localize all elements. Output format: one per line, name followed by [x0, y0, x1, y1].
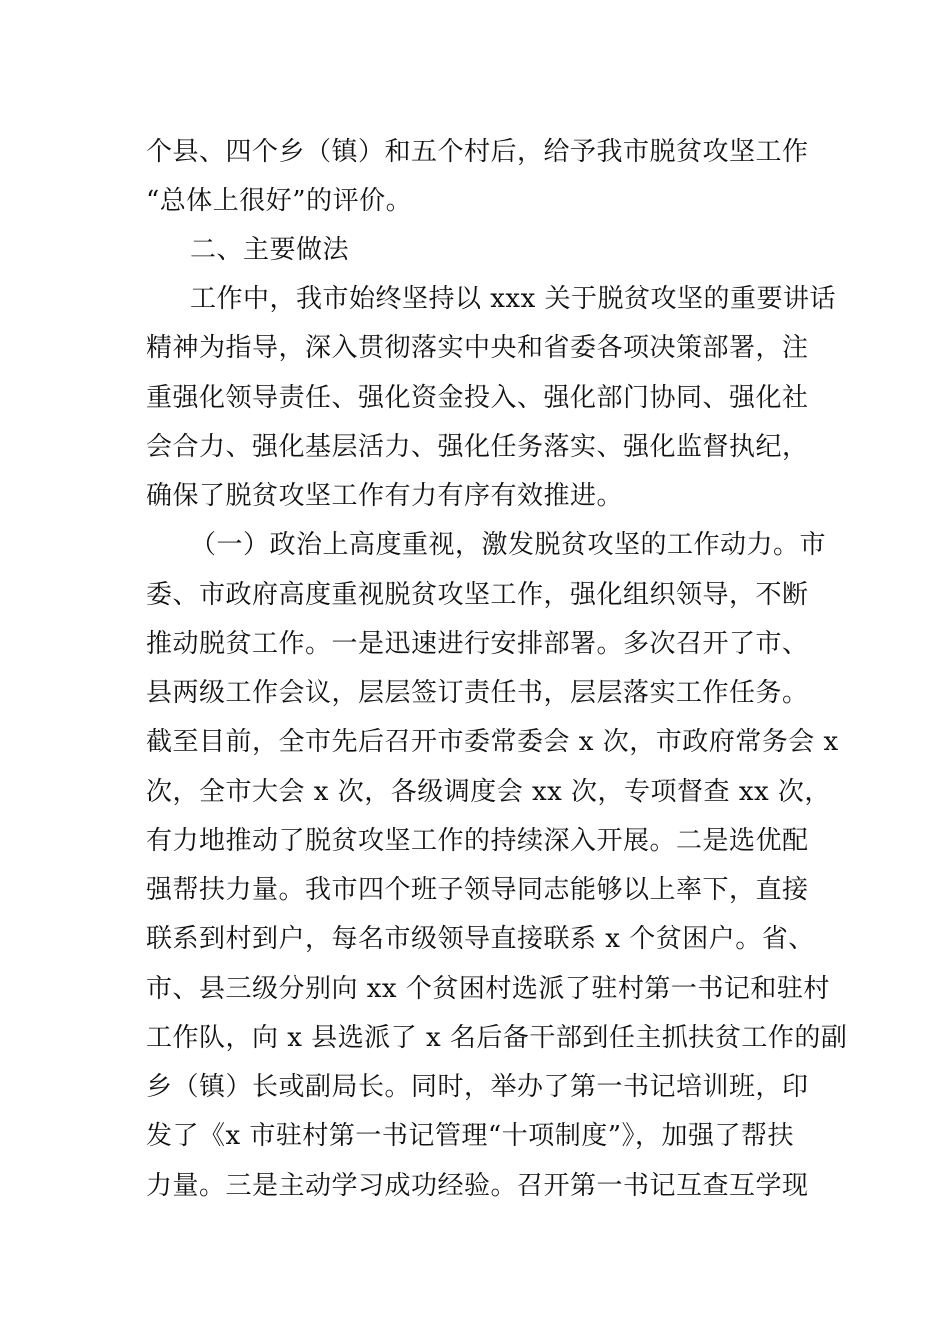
- body-text-line: 个县、四个乡（镇）和五个村后，给予我市脱贫攻坚工作: [146, 137, 809, 167]
- body-text-line: 次，全市大会 x 次，各级调度会 xx 次，专项督查 xx 次，: [146, 777, 831, 807]
- subsection-heading-line: （一）政治上高度重视，激发脱贫攻坚的工作动力。市: [190, 530, 827, 560]
- body-text-line: 市、县三级分别向 xx 个贫困村选派了驻村第一书记和驻村: [146, 974, 830, 1004]
- body-text-line: 发了《x 市驻村第一书记管理“十项制度”》，加强了帮扶: [146, 1121, 795, 1151]
- body-text-line: 联系到村到户，每名市级领导直接联系 x 个贫困户。省、: [146, 924, 815, 954]
- body-text-line: 会合力、强化基层活力、强化任务落实、强化监督执纪，: [146, 432, 809, 462]
- body-text-line: 截至目前，全市先后召开市委常委会 x 次，市政府常务会 x: [146, 727, 839, 757]
- body-text-line: 推动脱贫工作。一是迅速进行安排部署。多次召开了市、: [146, 629, 809, 659]
- body-text-line: 力量。三是主动学习成功经验。召开第一书记互查互学现: [146, 1171, 809, 1201]
- body-text-line: 有力地推动了脱贫攻坚工作的持续深入开展。二是选优配: [146, 826, 809, 856]
- body-text-line: 强帮扶力量。我市四个班子领导同志能够以上率下，直接: [146, 875, 809, 905]
- body-text-line: 重强化领导责任、强化资金投入、强化部门协同、强化社: [146, 383, 809, 413]
- body-text-line: 工作队，向 x 县选派了 x 名后备干部到任主抓扶贫工作的副: [146, 1023, 848, 1053]
- body-text-line: 精神为指导，深入贯彻落实中央和省委各项决策部署，注: [146, 333, 809, 363]
- body-text-line: 县两级工作会议，层层签订责任书，层层落实工作任务。: [146, 678, 809, 708]
- body-text-line: 确保了脱贫攻坚工作有力有序有效推进。: [146, 481, 624, 511]
- body-text-line: 委、市政府高度重视脱贫攻坚工作，强化组织领导，不断: [146, 580, 809, 610]
- body-text-line: 工作中，我市始终坚持以 xxx 关于脱贫攻坚的重要讲话: [190, 284, 837, 314]
- body-text-line: 乡（镇）长或副局长。同时，举办了第一书记培训班，印: [146, 1072, 809, 1102]
- body-text-line: “总体上很好”的评价。: [146, 186, 413, 216]
- section-heading: 二、主要做法: [190, 235, 350, 265]
